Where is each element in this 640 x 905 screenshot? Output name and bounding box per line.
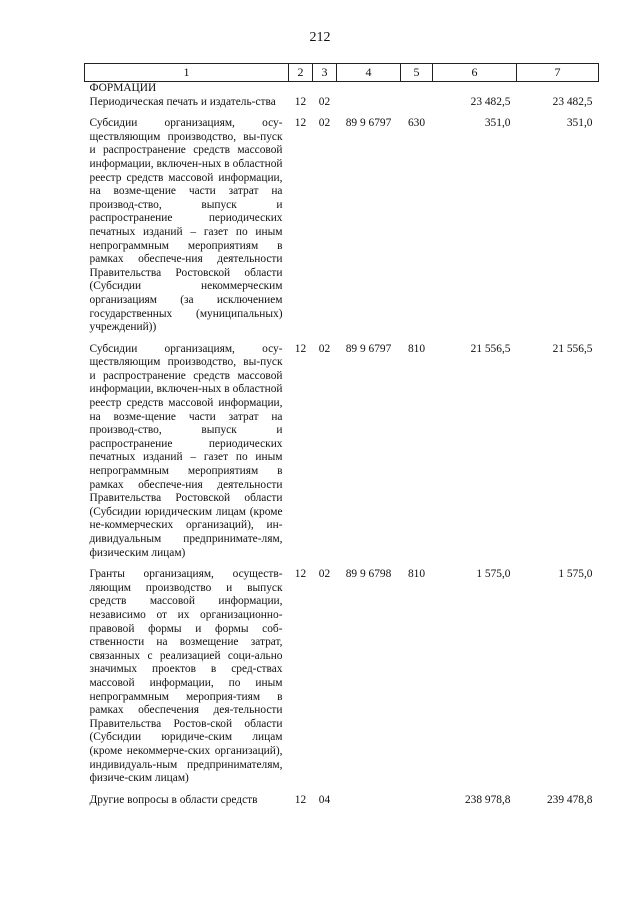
row-rz: 12 bbox=[294, 117, 307, 130]
header-col-2: 2 bbox=[289, 64, 313, 82]
row-vr: 810 bbox=[407, 342, 426, 355]
row-csr: 89 9 6797 bbox=[345, 342, 392, 355]
row-rz: 12 bbox=[294, 568, 307, 581]
row-pr: 02 bbox=[318, 117, 331, 130]
row-csr: 89 9 6798 bbox=[345, 568, 392, 581]
row-csr: 89 9 6797 bbox=[345, 117, 392, 130]
page-number: 212 bbox=[309, 30, 331, 45]
table-row bbox=[85, 96, 599, 110]
row-rz: 12 bbox=[294, 95, 307, 108]
table-header bbox=[85, 64, 599, 82]
row-description: Гранты организациям, осуществ-ляющим производство и выпуск средств массовой информации, независимо от их организационно-правовой формы и формы соб-ственности на возмещение затрат, связанных с реализацией соци-ально значимых проектов в сред-ствах массовой информации, по иным непрограммным мероприя-тиям в рамках обеспечения дея-тельности Правительства Ростов-ской области (Субсидии юридиче-ским лицам (кроме некоммерче-ских организаций), индивидуаль-ным предпринимателям, физиче-ским лицам) bbox=[89, 568, 283, 785]
row-vr bbox=[401, 96, 433, 110]
continued-heading-row bbox=[85, 82, 599, 96]
continued-heading: ФОРМАЦИИ bbox=[89, 82, 157, 94]
row-pr: 02 bbox=[318, 342, 331, 355]
row-spacer bbox=[85, 786, 599, 794]
row-spacer bbox=[85, 109, 599, 117]
table-row bbox=[85, 343, 599, 561]
header-col-4: 4 bbox=[337, 64, 401, 82]
row-description: Субсидии организациям, осу-ществляющим производство, вы-пуск и распространение средств массовой информации, включен-ных в областной реестр средств массовой информации, на возме-щение части затрат на производ-ство, выпуск и распространение периодических печатных изданий – газет по иным непрограммным мероприятиям в рамках обеспече-ния деятельности Правительства Ростовской области (Субсидии юридическим лицам (кроме не-коммерческих организаций), ин-дивидуальным предпринимате-лям, физическим лицам) bbox=[89, 342, 283, 559]
row-vr: 810 bbox=[407, 568, 426, 581]
row-description: Периодическая печать и издатель-ства bbox=[89, 95, 276, 108]
budget-table bbox=[84, 63, 599, 807]
row-description: Другие вопросы в области средств bbox=[89, 793, 258, 806]
row-sum2: 239 478,8 bbox=[546, 793, 593, 806]
header-col-5: 5 bbox=[401, 64, 433, 82]
row-spacer bbox=[85, 560, 599, 568]
row-csr bbox=[337, 96, 401, 110]
row-sum2: 1 575,0 bbox=[558, 568, 593, 581]
row-vr: 630 bbox=[407, 117, 426, 130]
row-description: Субсидии организациям, осу-ществляющим производство, вы-пуск и распространение средств массовой информации, включен-ных в областной реестр средств массовой информации, на возме-щение части затрат на производ-ство, выпуск и распространение периодических печатных изданий – газет по иным непрограммным мероприятиям в рамках обеспече-ния деятельности Правительства Ростовской области (Субсидии некоммерческим организациям (за исключением государственных (муниципальных) учреждений)) bbox=[89, 117, 283, 334]
row-sum1: 238 978,8 bbox=[464, 793, 511, 806]
row-csr bbox=[337, 794, 401, 808]
row-pr: 04 bbox=[318, 793, 331, 806]
row-pr: 02 bbox=[318, 568, 331, 581]
row-sum2: 21 556,5 bbox=[552, 342, 593, 355]
row-sum1: 23 482,5 bbox=[470, 95, 511, 108]
header-col-7: 7 bbox=[517, 64, 599, 82]
row-sum2: 351,0 bbox=[566, 117, 593, 130]
header-row bbox=[85, 64, 599, 82]
table-body bbox=[85, 82, 599, 808]
header-col-1: 1 bbox=[85, 64, 289, 82]
row-sum1: 351,0 bbox=[484, 117, 511, 130]
row-rz: 12 bbox=[294, 342, 307, 355]
row-pr: 02 bbox=[318, 95, 331, 108]
row-sum1: 1 575,0 bbox=[476, 568, 511, 581]
row-rz: 12 bbox=[294, 793, 307, 806]
table-row bbox=[85, 794, 599, 808]
row-sum1: 21 556,5 bbox=[470, 342, 511, 355]
row-vr bbox=[401, 794, 433, 808]
row-spacer bbox=[85, 335, 599, 343]
row-sum2: 23 482,5 bbox=[552, 95, 593, 108]
table-row bbox=[85, 568, 599, 786]
table-row bbox=[85, 117, 599, 335]
header-col-3: 3 bbox=[313, 64, 337, 82]
header-col-6: 6 bbox=[433, 64, 517, 82]
